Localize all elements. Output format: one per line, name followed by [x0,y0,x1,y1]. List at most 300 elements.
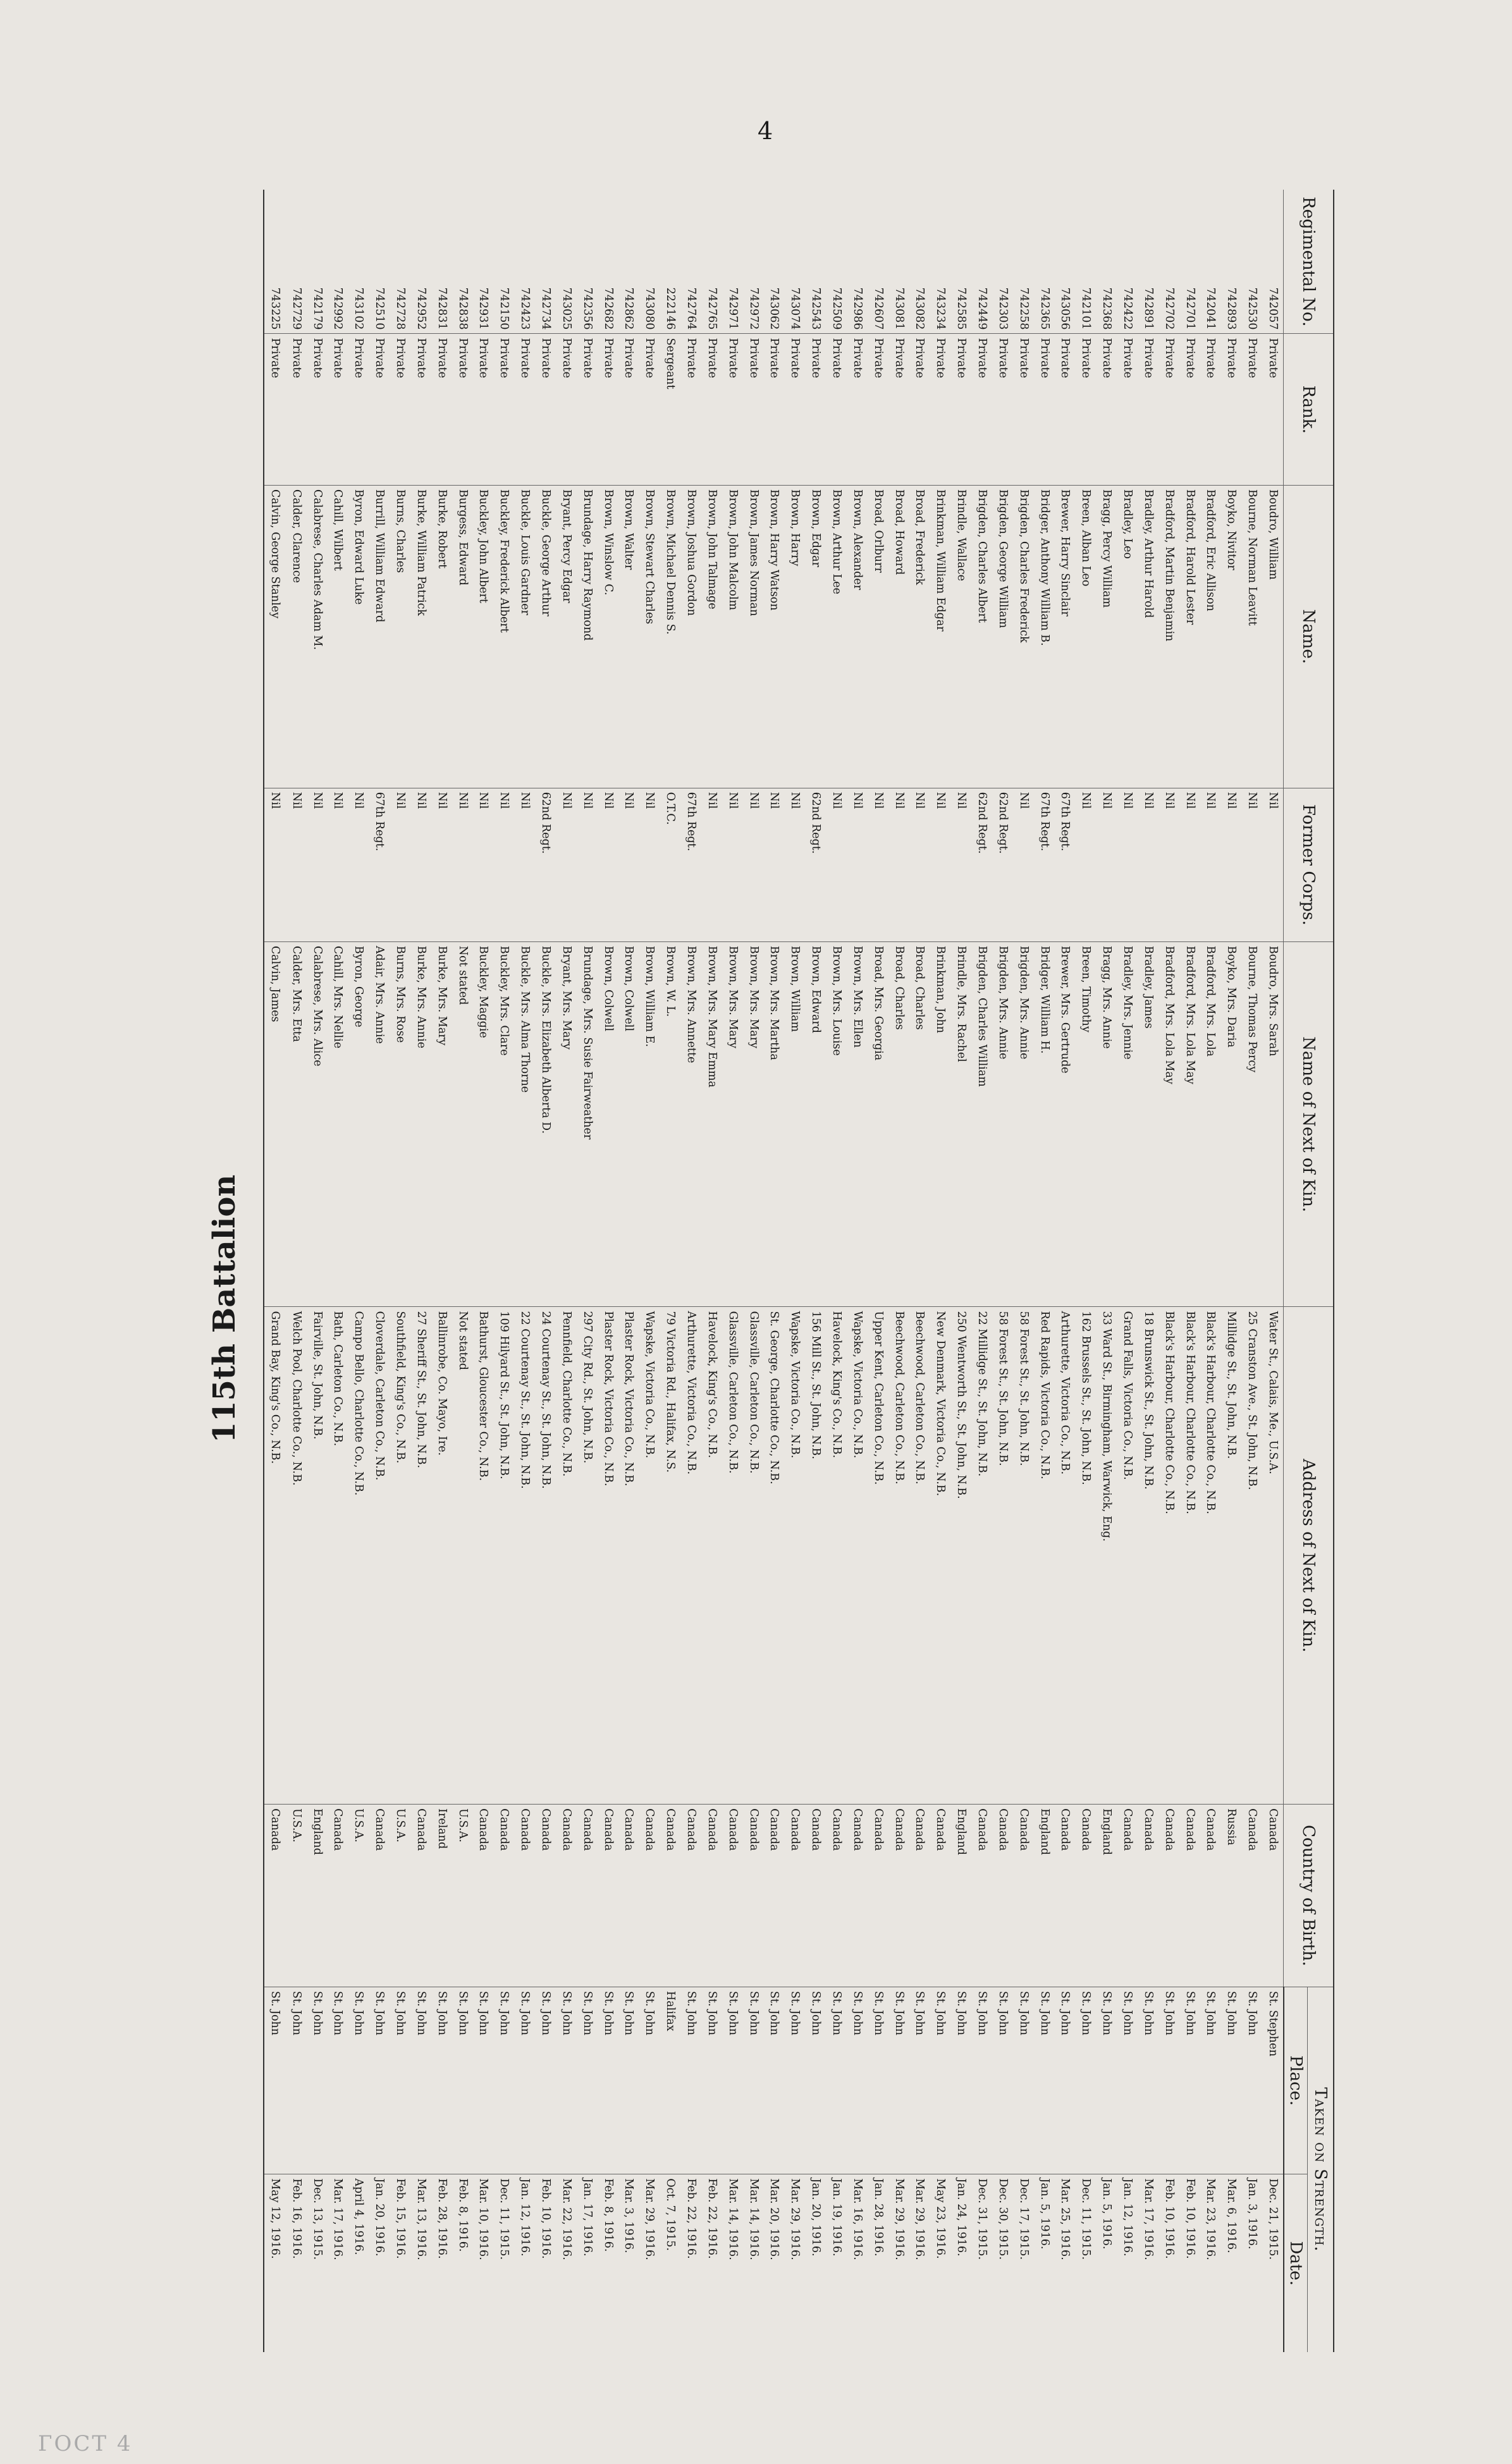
country-cell: Canada [327,1805,348,1987]
next-of-kin-cell: Buckley, Maggie [472,941,493,1307]
regimental-no-cell: 742101 [1075,190,1096,334]
country-cell: Canada [514,1805,535,1987]
country-cell: Canada [971,1805,992,1987]
former-corps-cell: Nil [826,788,847,941]
address-cell: 24 Courtenay St., St. John, N.B. [535,1307,556,1805]
country-cell: Canada [493,1805,514,1987]
date-cell: Feb. 22, 1916. [705,2178,718,2259]
former-corps-cell: Nil [847,788,868,941]
former-corps-cell: Nil [950,788,971,941]
country-cell: Canada [826,1805,847,1987]
name-cell: Brown, Walter [618,485,639,788]
table-row [847,190,868,2352]
table-row [264,190,286,2352]
place-cell: St. John [826,1987,847,2174]
country-cell: Canada [1075,1805,1096,1987]
address-cell: Welch Pool, Charlotte Co., N.B. [286,1307,307,1805]
table-row [1138,190,1159,2352]
next-of-kin-cell: Adair, Mrs. Annie [369,941,390,1307]
rank-cell: Private [410,334,431,485]
address-cell: New Denmark, Victoria Co., N.B. [930,1307,950,1805]
date-cell: Jan. 28, 1916. [871,2178,885,2257]
place-cell: St. John [286,1987,307,2174]
former-corps-cell: Nil [1179,788,1200,941]
next-of-kin-cell: Broad, Charles [909,941,930,1307]
name-cell: Brown, Edgar [805,485,826,788]
table-row [348,190,369,2352]
address-cell: 250 Wentworth St., St. John, N.B. [950,1307,971,1805]
table-row [639,190,660,2352]
rank-cell: Private [1013,334,1034,485]
date-cell: Mar. 10, 1916. [477,2178,490,2260]
next-of-kin-cell: Bryant, Mrs. Mary [556,941,577,1307]
former-corps-cell: Nil [701,788,722,941]
former-corps-cell: Nil [1200,788,1220,941]
date-cell: Jan. 5, 1916. [1100,2178,1114,2250]
address-cell: 22 Millidge St., St. John, N.B. [971,1307,992,1805]
date-cell: Dec. 11, 1915. [1079,2178,1093,2260]
rank-cell: Private [431,334,452,485]
place-cell: St. John [390,1987,410,2174]
former-corps-cell: Nil [742,788,763,941]
regimental-no-cell: 222146 [660,190,680,334]
rank-cell: Private [680,334,701,485]
country-cell: Canada [1200,1805,1220,1987]
country-cell: Canada [1262,1805,1284,1987]
country-cell: Canada [535,1805,556,1987]
former-corps-cell: 62nd Regt. [992,788,1013,941]
country-cell: Canada [369,1805,390,1987]
former-corps-cell: Nil [286,788,307,941]
date-cell: Jan. 20, 1916. [809,2178,823,2257]
address-cell: Glassville, Carleton Co., N.B. [722,1307,743,1805]
next-of-kin-cell: Brown, Mrs. Mary Emma [701,941,722,1307]
rank-cell: Private [452,334,472,485]
regimental-no-cell: 742972 [742,190,763,334]
rank-cell: Private [1054,334,1075,485]
rank-cell: Private [1075,334,1096,485]
name-cell: Brown, Harry [784,485,805,788]
header-country: Country of Birth. [1284,1805,1333,1987]
section-title-text: 115th Battalion [207,1174,242,1443]
name-cell: Buckley, John Albert [472,485,493,788]
rank-cell: Private [348,334,369,485]
nominal-roll-table-wrapper [263,190,1334,2352]
address-cell: Black's Harbour, Charlotte Co., N.B. [1159,1307,1179,1805]
rank-cell: Private [1200,334,1220,485]
former-corps-cell: Nil [556,788,577,941]
address-cell: Grand Falls, Victoria Co., N.B. [1117,1307,1138,1805]
country-cell: Canada [888,1805,909,1987]
country-cell: Canada [742,1805,763,1987]
place-cell: St. John [452,1987,472,2174]
former-corps-cell: 62nd Regt. [971,788,992,941]
name-cell: Brindle, Wallace [950,485,971,788]
table-row [1075,190,1096,2352]
next-of-kin-cell: Brown, Mrs. Mary [742,941,763,1307]
table-row [1096,190,1117,2352]
table-row [826,190,847,2352]
place-cell: St. John [472,1987,493,2174]
former-corps-cell: Nil [1159,788,1179,941]
name-cell: Brigden, Charles Frederick [1013,485,1034,788]
former-corps-cell: Nil [639,788,660,941]
address-cell: 33 Ward St., Birmingham, Warwick, Eng. [1096,1307,1117,1805]
rank-cell: Private [888,334,909,485]
country-cell: Ireland [431,1805,452,1987]
rank-cell: Private [1033,334,1054,485]
table-row [909,190,930,2352]
country-cell: England [950,1805,971,1987]
header-former-corps: Former Corps. [1284,788,1333,941]
place-cell: St. John [868,1987,888,2174]
address-cell: 27 Sheriff St., St. John, N.B. [410,1307,431,1805]
name-cell: Buckle, Louis Gardner [514,485,535,788]
place-cell: St. John [410,1987,431,2174]
name-cell: Bridger, Anthony William B. [1033,485,1054,788]
country-cell: Canada [472,1805,493,1987]
name-cell: Brown, John Malcolm [722,485,743,788]
place-cell: St. John [784,1987,805,2174]
address-cell: 58 Forest St., St. John, N.B. [992,1307,1013,1805]
header-name: Name. [1284,485,1333,788]
rank-cell: Private [868,334,888,485]
rank-cell: Private [805,334,826,485]
regimental-no-cell: 743102 [348,190,369,334]
date-cell: Feb. 16, 1916. [290,2178,303,2259]
former-corps-cell: Nil [514,788,535,941]
address-cell: Wapske, Victoria Co., N.B. [847,1307,868,1805]
table-row [1262,190,1284,2352]
country-cell: Canada [1054,1805,1075,1987]
place-cell: St. John [1179,1987,1200,2174]
name-cell: Brown, Winslow C. [597,485,618,788]
table-row [930,190,950,2352]
place-cell: St. John [431,1987,452,2174]
regimental-no-cell: 742862 [618,190,639,334]
name-cell: Calder, Clarence [286,485,307,788]
next-of-kin-cell: Burke, Mrs. Mary [431,941,452,1307]
header-regimental-no: Regimental No. [1284,190,1333,334]
date-cell: Feb. 10, 1916. [1183,2178,1196,2259]
place-cell: St. John [950,1987,971,2174]
address-cell: Fairville, St. John, N.B. [306,1307,327,1805]
regimental-no-cell: 742368 [1096,190,1117,334]
name-cell: Broad, Orlburr [868,485,888,788]
next-of-kin-cell: Brown, W. L. [660,941,680,1307]
rank-cell: Private [577,334,598,485]
former-corps-cell: Nil [1117,788,1138,941]
address-cell: Bathurst, Gloucester Co., N.B. [472,1307,493,1805]
name-cell: Boudro, William [1262,485,1284,788]
country-cell: Canada [1013,1805,1034,1987]
next-of-kin-cell: Bradford, Mrs. Lola May [1159,941,1179,1307]
next-of-kin-cell: Bourne, Thomas Percy [1241,941,1262,1307]
name-cell: Bradley, Leo [1117,485,1138,788]
country-cell: Canada [909,1805,930,1987]
regimental-no-cell: 742764 [680,190,701,334]
former-corps-cell: 67th Regt. [680,788,701,941]
rank-cell: Private [784,334,805,485]
country-cell: Canada [868,1805,888,1987]
regimental-no-cell: 743234 [930,190,950,334]
table-row [493,190,514,2352]
regimental-no-cell: 742585 [950,190,971,334]
next-of-kin-cell: Brigden, Mrs. Annie [1013,941,1034,1307]
rank-cell: Private [930,334,950,485]
table-row [618,190,639,2352]
table-row [950,190,971,2352]
name-cell: Burns, Charles [390,485,410,788]
address-cell: 79 Victoria Rd., Halifax, N.S. [660,1307,680,1805]
regimental-no-cell: 743074 [784,190,805,334]
rank-cell: Private [514,334,535,485]
regimental-no-cell: 742702 [1159,190,1179,334]
place-cell: St. John [909,1987,930,2174]
country-cell: England [306,1805,327,1987]
date-cell: Mar. 6, 1916. [1225,2178,1238,2253]
address-cell: Campo Bello, Charlotte Co., N.B. [348,1307,369,1805]
place-cell: Halifax [660,1987,680,2174]
place-cell: St. John [1033,1987,1054,2174]
place-cell: St. John [742,1987,763,2174]
next-of-kin-cell: Bragg, Mrs. Annie [1096,941,1117,1307]
place-cell: St. John [1220,1987,1241,2174]
next-of-kin-cell: Brown, Mrs. Annette [680,941,701,1307]
regimental-no-cell: 743081 [888,190,909,334]
date-cell: May 23, 1916. [934,2178,947,2259]
place-cell: St. John [493,1987,514,2174]
regimental-no-cell: 742509 [826,190,847,334]
address-cell: Bath, Carleton Co., N.B. [327,1307,348,1805]
regimental-no-cell: 742765 [701,190,722,334]
next-of-kin-cell: Brundage, Mrs. Susie Fairweather [577,941,598,1307]
name-cell: Brown, Arthur Lee [826,485,847,788]
date-cell: Dec. 17, 1915. [1017,2178,1030,2260]
table-row [805,190,826,2352]
date-cell: Dec. 21, 1915. [1267,2178,1280,2260]
name-cell: Bradford, Martin Benjamin [1159,485,1179,788]
regimental-no-cell: 742607 [868,190,888,334]
former-corps-cell: Nil [868,788,888,941]
regimental-no-cell: 742831 [431,190,452,334]
regimental-no-cell: 742971 [722,190,743,334]
name-cell: Brigden, George William [992,485,1013,788]
former-corps-cell: Nil [452,788,472,941]
name-cell: Breen, Alban Leo [1075,485,1096,788]
address-cell: 58 Forest St., St. John, N.B. [1013,1307,1034,1805]
rank-cell: Private [493,334,514,485]
country-cell: U.S.A. [348,1805,369,1987]
name-cell: Bradford, Harold Lester [1179,485,1200,788]
former-corps-cell: Nil [431,788,452,941]
rank-cell: Private [472,334,493,485]
regimental-no-cell: 743062 [763,190,784,334]
country-cell: Canada [556,1805,577,1987]
name-cell: Bradley, Arthur Harold [1138,485,1159,788]
name-cell: Brewer, Harry Sinclair [1054,485,1075,788]
rank-cell: Private [639,334,660,485]
regimental-no-cell: 742728 [390,190,410,334]
table-row [722,190,743,2352]
date-cell: Mar. 16, 1916. [851,2178,864,2260]
former-corps-cell: Nil [390,788,410,941]
address-cell: 18 Brunswick St., St. John, N.B. [1138,1307,1159,1805]
country-cell: England [1033,1805,1054,1987]
next-of-kin-cell: Brown, William [784,941,805,1307]
rank-cell: Private [722,334,743,485]
name-cell: Brown, Harry Watson [763,485,784,788]
next-of-kin-cell: Broad, Charles [888,941,909,1307]
rank-cell: Private [535,334,556,485]
date-cell: Mar. 3, 1916. [622,2178,636,2253]
date-cell: April 4, 1916. [352,2178,366,2255]
place-cell: St. John [535,1987,556,2174]
rank-cell: Private [1096,334,1117,485]
header-address: Address of Next of Kin. [1284,1307,1333,1805]
date-cell: Mar. 29, 1916. [913,2178,926,2260]
former-corps-cell: Nil [493,788,514,941]
regimental-no-cell: 742258 [1013,190,1034,334]
date-cell: Mar. 14, 1916. [747,2178,760,2260]
next-of-kin-cell: Cahill, Mrs. Nellie [327,941,348,1307]
table-row [660,190,680,2352]
regimental-no-cell: 742729 [286,190,307,334]
header-taken-on-strength: Taken on Strength. [1308,1987,1334,2352]
former-corps-cell: Nil [1241,788,1262,941]
regimental-no-cell: 742891 [1138,190,1159,334]
name-cell: Bragg, Percy William [1096,485,1117,788]
address-cell: Arthurette, Victoria Co., N.B. [1054,1307,1075,1805]
former-corps-cell: Nil [909,788,930,941]
table-row [992,190,1013,2352]
name-cell: Brown, James Norman [742,485,763,788]
next-of-kin-cell: Brinkman, John [930,941,950,1307]
address-cell: Havelock, King's Co., N.B. [701,1307,722,1805]
former-corps-cell: Nil [472,788,493,941]
country-cell: U.S.A. [452,1805,472,1987]
former-corps-cell: Nil [264,788,286,941]
name-cell: Calvin, George Stanley [264,485,286,788]
rank-cell: Private [909,334,930,485]
former-corps-cell: Nil [1075,788,1096,941]
name-cell: Brown, Michael Dennis S. [660,485,680,788]
rank-cell: Private [826,334,847,485]
address-cell: Southfield, King's Co., N.B. [390,1307,410,1805]
address-cell: Havelock, King's Co., N.B. [826,1307,847,1805]
next-of-kin-cell: Brown, Mrs. Louise [826,941,847,1307]
country-cell: Canada [1241,1805,1262,1987]
next-of-kin-cell: Burns, Mrs. Rose [390,941,410,1307]
country-cell: Canada [701,1805,722,1987]
regimental-no-cell: 742992 [327,190,348,334]
date-cell: Mar. 17, 1916. [331,2178,345,2260]
address-cell: Not stated [452,1307,472,1805]
date-cell: Dec. 11, 1915. [498,2178,511,2260]
table-row [971,190,992,2352]
regimental-no-cell: 742893 [1220,190,1241,334]
date-cell: Jan. 20, 1916. [373,2178,386,2257]
date-cell: Mar. 29, 1916. [789,2178,802,2260]
regimental-no-cell: 742543 [805,190,826,334]
address-cell: Glassville, Carleton Co., N.B. [742,1307,763,1805]
date-cell: Mar. 22, 1916. [560,2178,573,2260]
place-cell: St. John [639,1987,660,2174]
country-cell: Canada [763,1805,784,1987]
regimental-no-cell: 742449 [971,190,992,334]
table-row [597,190,618,2352]
country-cell: Canada [847,1805,868,1987]
former-corps-cell: 67th Regt. [369,788,390,941]
next-of-kin-cell: Brindle, Mrs. Rachel [950,941,971,1307]
date-cell: Feb. 8, 1916. [456,2178,469,2252]
name-cell: Bourne, Norman Leavitt [1241,485,1262,788]
country-cell: Canada [805,1805,826,1987]
table-row [306,190,327,2352]
place-cell: St. John [1075,1987,1096,2174]
header-next-of-kin: Name of Next of Kin. [1284,941,1333,1307]
former-corps-cell: Nil [327,788,348,941]
rank-cell: Private [264,334,286,485]
date-cell: Feb. 28, 1916. [435,2178,448,2259]
next-of-kin-cell: Brown, Mrs. Ellen [847,941,868,1307]
country-cell: Canada [1179,1805,1200,1987]
regimental-no-cell: 742041 [1200,190,1220,334]
address-cell: Grand Bay, King's Co., N.B. [264,1307,286,1805]
next-of-kin-cell: Buckle, Mrs. Alma Thorne [514,941,535,1307]
country-cell: Canada [618,1805,639,1987]
regimental-no-cell: 742931 [472,190,493,334]
former-corps-cell: 67th Regt. [1033,788,1054,941]
table-row [369,190,390,2352]
next-of-kin-cell: Bradford, Mrs. Lola May [1179,941,1200,1307]
address-cell: Beechwood, Carleton Co., N.B. [888,1307,909,1805]
table-row [680,190,701,2352]
country-cell: Canada [410,1805,431,1987]
former-corps-cell: Nil [410,788,431,941]
rank-cell: Private [618,334,639,485]
next-of-kin-cell: Brown, Colwell [597,941,618,1307]
name-cell: Brown, Alexander [847,485,868,788]
former-corps-cell: Nil [1262,788,1284,941]
name-cell: Burke, Robert [431,485,452,788]
former-corps-cell: Nil [722,788,743,941]
name-cell: Brigden, Charles Albert [971,485,992,788]
next-of-kin-cell: Brown, Colwell [618,941,639,1307]
place-cell: St. John [763,1987,784,2174]
regimental-no-cell: 742510 [369,190,390,334]
place-cell: St. Stephen [1262,1987,1284,2174]
date-cell: Jan. 24, 1916. [955,2178,968,2257]
address-cell: Black's Harbour, Charlotte Co., N.B. [1179,1307,1200,1805]
place-cell: St. John [1138,1987,1159,2174]
place-cell: St. John [701,1987,722,2174]
table-row [1241,190,1262,2352]
place-cell: St. John [680,1987,701,2174]
address-cell: Wapske, Victoria Co., N.B. [639,1307,660,1805]
table-row [327,190,348,2352]
country-cell: Canada [639,1805,660,1987]
regimental-no-cell: 743082 [909,190,930,334]
date-cell: Mar. 17, 1916. [1141,2178,1155,2260]
former-corps-cell: Nil [597,788,618,941]
address-cell: 109 Hilyard St., St. John, N.B. [493,1307,514,1805]
place-cell: St. John [327,1987,348,2174]
place-cell: St. John [805,1987,826,2174]
date-cell: May 12, 1916. [269,2178,282,2259]
address-cell: 297 City Rd., St. John, N.B. [577,1307,598,1805]
name-cell: Calabrese, Charles Adam M. [306,485,327,788]
